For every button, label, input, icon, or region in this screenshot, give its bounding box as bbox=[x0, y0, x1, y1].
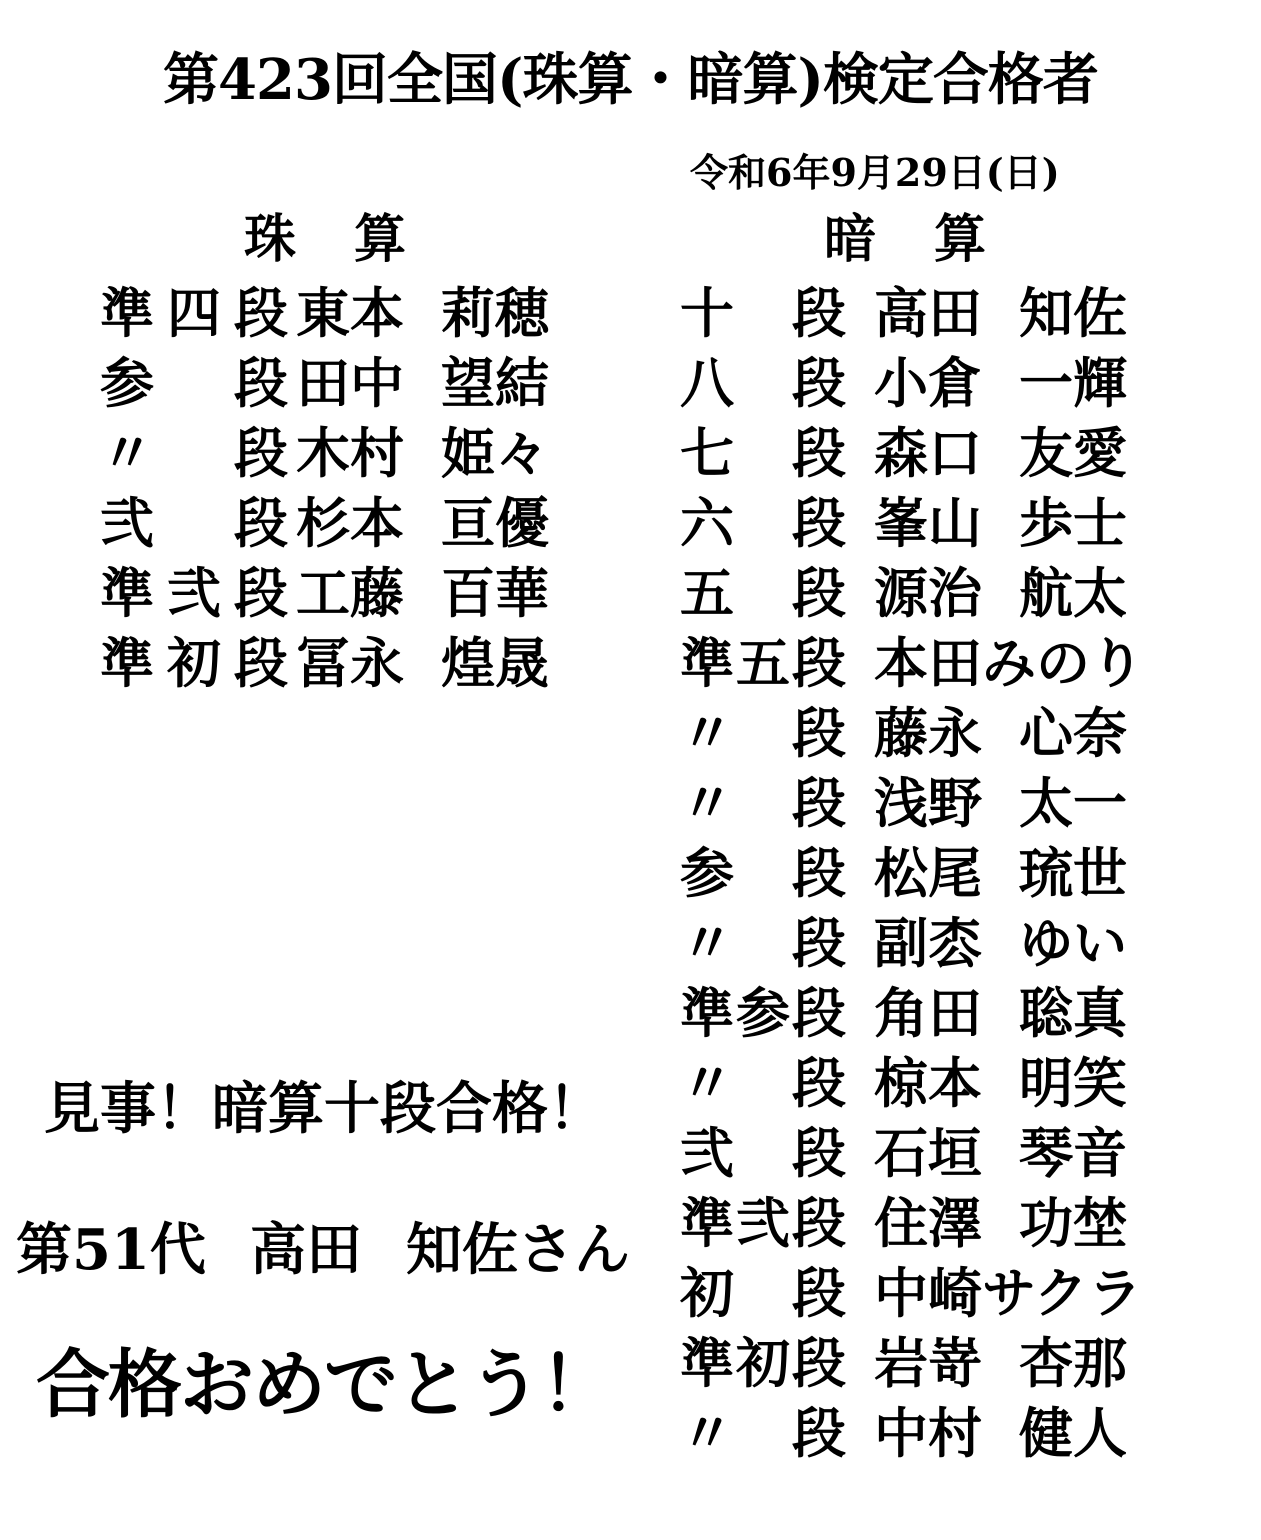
family-name: 松尾 bbox=[874, 841, 982, 905]
family-name: 冨永 bbox=[296, 631, 404, 695]
given-name: 功埜 bbox=[1019, 1191, 1127, 1255]
soroban-row bbox=[100, 628, 549, 698]
rank-label: 八 段 bbox=[680, 351, 846, 415]
soroban-row bbox=[100, 558, 549, 628]
family-name: 源治 bbox=[874, 561, 982, 625]
honoree-family-name: 高田 bbox=[249, 1217, 362, 1283]
anzan-row bbox=[680, 838, 1127, 908]
rank-label: 準 初 段 bbox=[680, 1331, 846, 1395]
family-name: 石垣 bbox=[874, 1121, 982, 1185]
exam-date: 令和6年9月29日(日) bbox=[690, 150, 1060, 195]
given-name: 煌晟 bbox=[441, 631, 549, 695]
rank-label: 〃 段 bbox=[680, 1401, 846, 1465]
page-title: 第423回全国(珠算・暗算)検定合格者 bbox=[163, 47, 1098, 113]
soroban-list bbox=[100, 278, 549, 698]
anzan-row bbox=[680, 1048, 1127, 1118]
family-name: 住澤 bbox=[874, 1191, 982, 1255]
rank-label: 七 段 bbox=[680, 421, 846, 485]
anzan-row bbox=[680, 418, 1127, 488]
anzan-row bbox=[680, 278, 1127, 348]
anzan-row bbox=[680, 1258, 1142, 1328]
anzan-row bbox=[680, 1328, 1127, 1398]
generation-label: 第51代 bbox=[16, 1217, 206, 1283]
soroban-row bbox=[100, 488, 549, 558]
given-name: 杏那 bbox=[1019, 1331, 1127, 1395]
given-name: 琴音 bbox=[1019, 1121, 1127, 1185]
anzan-row bbox=[680, 698, 1127, 768]
rank-label: 弐 段 bbox=[100, 491, 288, 555]
anzan-row bbox=[680, 1118, 1127, 1188]
rank-label: 準 五 段 bbox=[680, 631, 846, 695]
given-name: 健人 bbox=[1019, 1401, 1127, 1465]
given-name: 明笑 bbox=[1019, 1051, 1127, 1115]
given-name: 太一 bbox=[1019, 771, 1127, 835]
family-name: 小倉 bbox=[874, 351, 982, 415]
family-name: 中村 bbox=[874, 1401, 982, 1465]
family-name: 工藤 bbox=[296, 561, 404, 625]
given-name: 一輝 bbox=[1019, 351, 1127, 415]
rank-label: 〃 段 bbox=[680, 771, 846, 835]
honoree-line bbox=[16, 1217, 630, 1283]
given-name: 友愛 bbox=[1019, 421, 1127, 485]
given-name: 姫々 bbox=[441, 421, 549, 485]
rank-label: 準 四 段 bbox=[100, 281, 288, 345]
given-name: 知佐 bbox=[1019, 281, 1127, 345]
rank-label: 弐 段 bbox=[680, 1121, 846, 1185]
anzan-row bbox=[680, 348, 1127, 418]
family-name: 杉本 bbox=[296, 491, 404, 555]
given-name: 亘優 bbox=[441, 491, 549, 555]
rank-label: 初 段 bbox=[680, 1261, 846, 1325]
rank-label: 十 段 bbox=[680, 281, 846, 345]
family-name: 高田 bbox=[874, 281, 982, 345]
rank-label: 準 弐 段 bbox=[680, 1191, 846, 1255]
anzan-row bbox=[680, 1398, 1127, 1468]
anzan-heading: 暗算 bbox=[824, 209, 1045, 270]
rank-label: 参 段 bbox=[100, 351, 288, 415]
rank-label: 参 段 bbox=[680, 841, 846, 905]
anzan-list bbox=[680, 278, 1144, 1468]
family-name: 峯山 bbox=[874, 491, 982, 555]
soroban-row bbox=[100, 418, 549, 488]
family-name: 藤永 bbox=[874, 701, 982, 765]
family-name: 木村 bbox=[296, 421, 404, 485]
anzan-row bbox=[680, 628, 1144, 698]
rank-label: 六 段 bbox=[680, 491, 846, 555]
given-name: 聡真 bbox=[1019, 981, 1127, 1045]
rank-label: 準 参 段 bbox=[680, 981, 846, 1045]
family-name: 椋本 bbox=[874, 1051, 982, 1115]
given-name: 琉世 bbox=[1019, 841, 1127, 905]
rank-label: 〃 段 bbox=[100, 421, 288, 485]
given-name: 莉穂 bbox=[441, 281, 549, 345]
honoree-given-name: 知佐さん bbox=[405, 1217, 630, 1283]
rank-label: 準 初 段 bbox=[100, 631, 288, 695]
rank-label: 〃 段 bbox=[680, 1051, 846, 1115]
family-name: 角田 bbox=[874, 981, 982, 1045]
given-name: ゆい bbox=[1019, 911, 1127, 975]
family-name: 森口 bbox=[874, 421, 982, 485]
rank-label: 〃 段 bbox=[680, 911, 846, 975]
soroban-row bbox=[100, 278, 549, 348]
family-name: 岩嵜 bbox=[874, 1331, 982, 1395]
rank-label: 五 段 bbox=[680, 561, 846, 625]
anzan-row bbox=[680, 1188, 1127, 1258]
given-name: 望結 bbox=[441, 351, 549, 415]
family-name: 本田みのり bbox=[874, 631, 1144, 695]
given-name: 百華 bbox=[441, 561, 549, 625]
given-name: 航太 bbox=[1019, 561, 1127, 625]
congrats-headline: 見事！暗算十段合格！ bbox=[44, 1077, 604, 1142]
anzan-row bbox=[680, 768, 1127, 838]
soroban-heading: 珠算 bbox=[244, 209, 465, 270]
family-name: 田中 bbox=[296, 351, 404, 415]
family-name: 浅野 bbox=[874, 771, 982, 835]
congratulations-banner: 合格おめでとう！ bbox=[36, 1342, 612, 1428]
family-name: 東本 bbox=[296, 281, 404, 345]
anzan-row bbox=[680, 558, 1127, 628]
anzan-row bbox=[680, 488, 1127, 558]
given-name: 心奈 bbox=[1019, 701, 1127, 765]
anzan-row bbox=[680, 978, 1127, 1048]
rank-label: 〃 段 bbox=[680, 701, 846, 765]
anzan-row bbox=[680, 908, 1127, 978]
given-name: 歩士 bbox=[1019, 491, 1127, 555]
family-name: 中崎サクラ bbox=[874, 1261, 1142, 1325]
rank-label: 準 弐 段 bbox=[100, 561, 288, 625]
family-name: 副枩 bbox=[874, 911, 982, 975]
soroban-row bbox=[100, 348, 549, 418]
